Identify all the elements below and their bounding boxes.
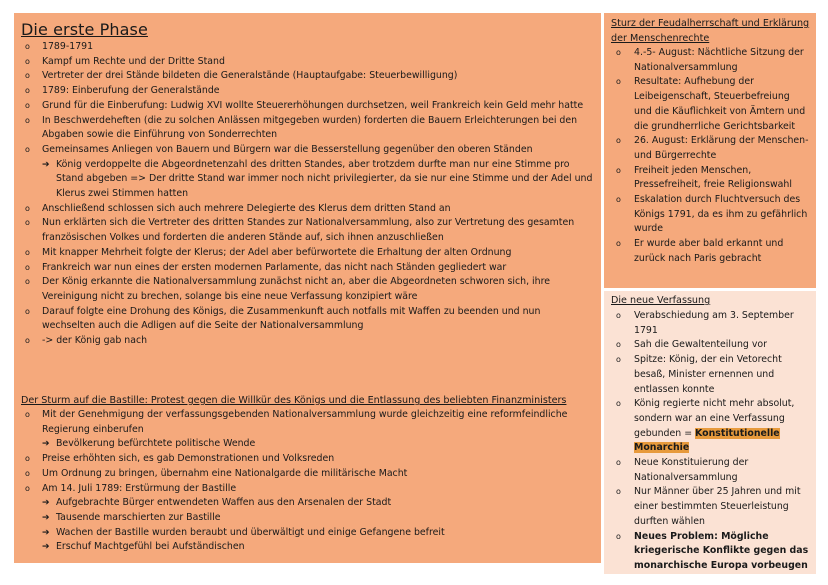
bastille-list (14, 408, 594, 555)
list-item: o 1789-1791 (14, 40, 594, 55)
arrow-right-icon: ➔ (42, 439, 50, 450)
list-item: o Der König erkannte die Nationalversammlung zunächst nicht an, aber die Abgeordneten schworen sich, ihre Vereinigung nicht zu brechen, solange bis eine neue Verfassung konzipiert wäre (25, 276, 551, 302)
list-item: o Eskalation durch Fluchtversuch des Königs 1791, da es ihm zu gefährlich wurde (616, 194, 808, 235)
list-item: o Anschließend schlossen sich auch mehrere Delegierte des Klerus dem dritten Stand an (14, 202, 594, 217)
sub-list-item: ➔ Tausende marschierten zur Bastille (42, 511, 594, 526)
list-item: o Mit der Genehmigung der verfassungsgebenden Nationalversammlung wurde gleichzeitig eine reformfeindliche Regierung einberufen ➔ Bevölkerung befürchtete politische Wende (14, 408, 594, 452)
list-item: o Grund für die Einberufung: Ludwig XVI wollte Steuererhöhungen durchsetzen, weil Frankreich kein Geld mehr hatte (14, 99, 594, 114)
list-item: o Er wurde aber bald erkannt und zurück nach Paris gebracht (616, 238, 784, 264)
bullet-icon: o (616, 531, 621, 541)
sub-list-item: ➔ Wachen der Bastille wurden beraubt und überwältigt und einige Gefangene befreit (42, 526, 594, 541)
list-item: o 26. August: Erklärung der Menschen- und Bürgerrechte (616, 135, 809, 161)
bullet-icon: o (616, 195, 621, 205)
sub-list (42, 496, 594, 555)
bullet-icon: o (25, 86, 30, 96)
feudal-list (604, 46, 809, 267)
bullet-icon: o (25, 454, 30, 464)
list-item: o Am 14. Juli 1789: Erstürmung der Bastille ➔ Aufgebrachte Bürger entwendeten Waffen aus den Arsenalen der Stadt ➔ Tausende marschierten zur Bastille ➔ Wachen der Bastille wurden beraubt und überwältigt und einige Gefangene befreit ➔ Erschuf Machtgefühl bei Aufständischen (14, 482, 594, 556)
bullet-icon: o (25, 144, 30, 154)
sub-list-item: ➔ Bevölkerung befürchtete politische Wende (42, 437, 594, 452)
list-item: o In Beschwerdeheften (die zu solchen Anlässen mitgegeben wurden) forderten die Bauern Erleichterungen bei den Abgaben sowie die Einführung von Sonderrechten (25, 114, 578, 141)
bullet-icon: o (25, 42, 30, 51)
main-panel (14, 13, 601, 563)
list-item: o Mit knapper Mehrheit folgte der Klerus; der Adel aber befürwortete die Erhaltung der alten Ordnung (14, 246, 594, 261)
feudal-panel (604, 13, 816, 288)
bullet-icon: o (616, 239, 621, 249)
bullet-icon: o (25, 100, 30, 110)
list-item: o Vertreter der drei Stände bildeten die Generalstände (Hauptaufgabe: Steuerbewilligung) (14, 69, 594, 84)
constitution-section-title: Die neue Verfassung (611, 295, 711, 306)
bullet-icon: o (616, 458, 621, 468)
bullet-icon: o (616, 48, 621, 57)
list-item: o Darauf folgte eine Drohung des Königs, die Zusammenkunft auch notfalls mit Waffen zu beenden und nun wechselten auch die Adligen auf die Seite der Nationalversammlung (25, 305, 541, 332)
list-item: o Gemeinsames Anliegen von Bauern und Bürgern war die Besserstellung gegenüber den oberen Ständen ➔ König verdoppelte die Abgeordnetenzahl des dritten Standes, aber trotzdem durfte man nur eine Stimme pro Stand abgeben => Der dritte Stand war immer noch nicht privilegierter, da sie nur eine Stimme und der Adel und Klerus zwei Stimmen hatten (14, 143, 594, 202)
sub-list-item: ➔ Erschuf Machtgefühl bei Aufständischen (42, 540, 594, 555)
feudal-section-title: Sturz der Feudalherrschaft und Erklärung der Menschenrechte (611, 18, 810, 44)
bullet-icon: o (25, 483, 30, 493)
list-item: o König regierte nicht mehr absolut, sondern war an eine Verfassung gebunden = Konstitutionelle Monarchie (616, 398, 795, 454)
arrow-right-icon: ➔ (42, 498, 50, 509)
list-item: o Frankreich war nun eines der ersten modernen Parlamente, das nicht nach Ständen gegliedert war (14, 261, 594, 276)
bullet-icon: o (616, 340, 621, 350)
list-item: o 4.-5- August: Nächtliche Sitzung der Nationalversammlung (616, 47, 804, 73)
list-item: o Freiheit jeden Menschen, Pressefreiheit, freie Religionswahl (616, 164, 792, 191)
bullet-icon: o (25, 410, 30, 419)
list-item: o 1789: Einberufung der Generalstände (14, 84, 594, 99)
list-item: o Verabschiedung am 3. September 1791 (616, 310, 794, 336)
bullet-icon: o (616, 77, 621, 87)
bullet-icon: o (616, 399, 621, 409)
bastille-section-title: Der Sturm auf die Bastille: Protest gegen die Willkür des Königs und die Entlassung des beliebten Finanzministers (21, 395, 567, 406)
page-title: Die erste Phase (21, 20, 148, 39)
bullet-icon: o (616, 136, 621, 146)
bullet-icon: o (616, 165, 621, 175)
bullet-icon: o (25, 218, 30, 228)
arrow-right-icon: ➔ (42, 159, 50, 170)
constitution-panel (604, 291, 816, 574)
list-item: o Kampf um Rechte und der Dritte Stand (14, 55, 594, 70)
bullet-icon: o (616, 311, 621, 320)
bullet-icon: o (25, 336, 30, 346)
bullet-icon: o (25, 115, 30, 125)
arrow-right-icon: ➔ (42, 527, 50, 538)
bullet-icon: o (25, 56, 30, 66)
bullet-icon: o (616, 355, 621, 365)
arrow-right-icon: ➔ (42, 542, 50, 553)
list-item: o Preise erhöhten sich, es gab Demonstrationen und Volksreden (14, 452, 594, 467)
bullet-icon: o (25, 277, 30, 287)
sub-list-item: ➔ Aufgebrachte Bürger entwendeten Waffen aus den Arsenalen der Stadt (42, 496, 594, 511)
list-item: o Um Ordnung zu bringen, übernahm eine Nationalgarde die militärische Macht (14, 467, 594, 482)
bullet-icon: o (25, 71, 30, 81)
sub-list-item: ➔ König verdoppelte die Abgeordnetenzahl des dritten Standes, aber trotzdem durfte man nur eine Stimme pro Stand abgeben => Der dritte Stand war immer noch nicht privilegierter, da sie nur eine Stimme und der Adel und Klerus zwei Stimmen hatten (42, 158, 593, 200)
bullet-icon: o (25, 262, 30, 272)
sub-list (42, 158, 594, 202)
bullet-icon: o (616, 487, 621, 497)
list-item: o Nun erklärten sich die Vertreter des dritten Standes zur Nationalversammlung, also zur Vertretung des gesamten französischen Volkes und forderten die anderen Stände auf, sich ihnen anzuschließen (25, 217, 575, 244)
list-item: o Neue Konstituierung der Nationalversammlung (616, 457, 749, 483)
list-item: o Nur Männer über 25 Jahren und mit einer bestimmten Steuerleistung durften wählen (616, 486, 801, 527)
sub-list (42, 437, 594, 452)
list-item: o Resultate: Aufhebung der Leibeigenschaft, Steuerbefreiung und die Käuflichkeit von Ämtern und die grundherrliche Gerichtsbarkeit (616, 76, 806, 132)
highlighted-term: Konstitutionelle Monarchie (634, 427, 780, 454)
constitution-list (604, 309, 809, 574)
bullet-icon: o (25, 306, 30, 316)
list-item: o Neues Problem: Mögliche kriegerische Konflikte gegen das monarchische Europa vorbeugen (616, 530, 809, 571)
arrow-right-icon: ➔ (42, 512, 50, 523)
first-phase-list (14, 40, 594, 349)
list-item: o Sah die Gewaltenteilung vor (604, 338, 809, 353)
bullet-icon: o (25, 468, 30, 478)
bullet-icon: o (25, 203, 30, 213)
bullet-icon: o (25, 247, 30, 257)
list-item: o Spitze: König, der ein Vetorecht besaß, Minister ernennen und entlassen konnte (616, 354, 782, 395)
list-item: o -> der König gab nach (14, 334, 594, 349)
